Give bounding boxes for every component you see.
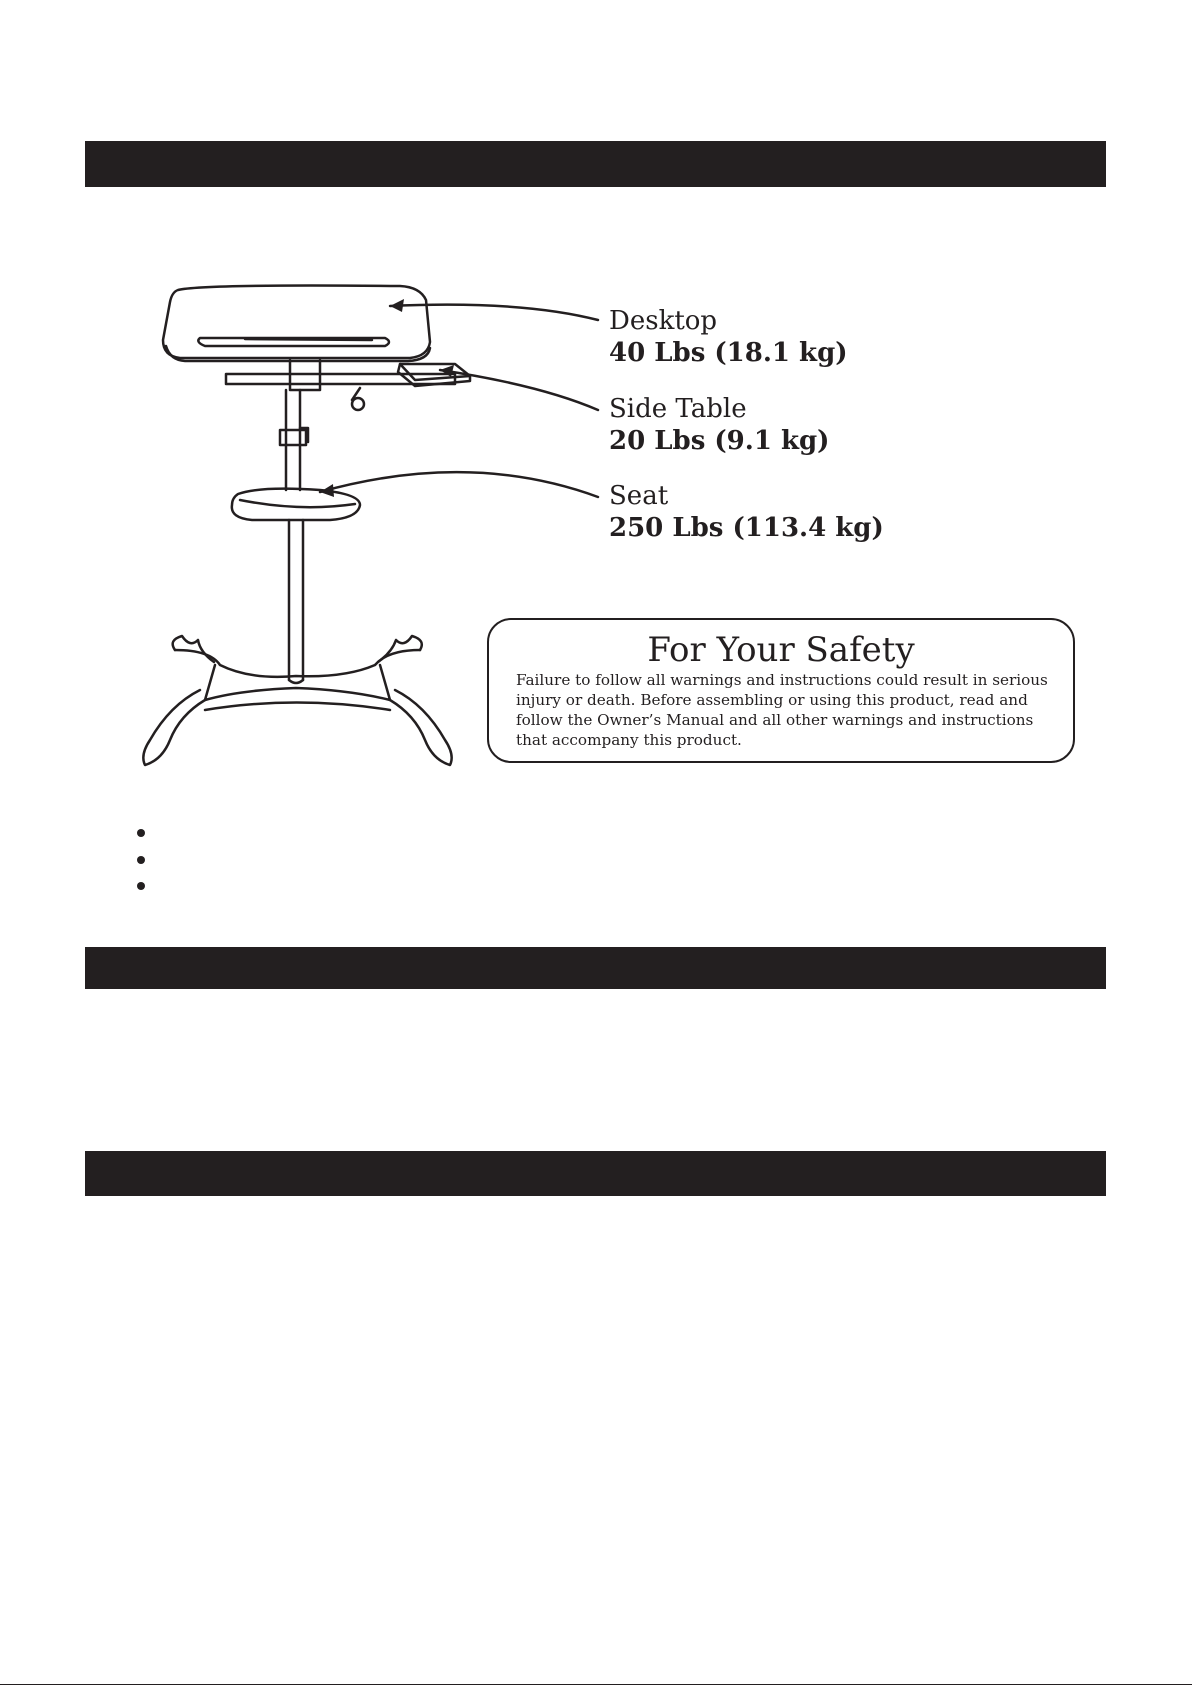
seat [232, 489, 360, 520]
part-weight-desktop: 40 Lbs (18.1 kg) [609, 338, 848, 368]
part-name-side-table: Side Table [609, 394, 747, 424]
safety-warning-box [487, 618, 1075, 763]
part-weight-seat: 250 Lbs (113.4 kg) [609, 513, 884, 543]
bullet-dot-icon [137, 882, 145, 890]
part-weight-side-table: 20 Lbs (9.1 kg) [609, 426, 830, 456]
safety-text: Failure to follow all warnings and instructions could result in serious injury or death. Before assembling or using this product, read and follow the Owner’s Manual and all other warnings and instructions that accompany this product. [516, 671, 1048, 749]
safety-title: For Your Safety [647, 630, 915, 670]
part-name-desktop: Desktop [609, 306, 718, 336]
bullet-dot-icon [137, 829, 145, 837]
bullet-dot-icon [137, 856, 145, 864]
part-name-seat: Seat [609, 481, 669, 511]
